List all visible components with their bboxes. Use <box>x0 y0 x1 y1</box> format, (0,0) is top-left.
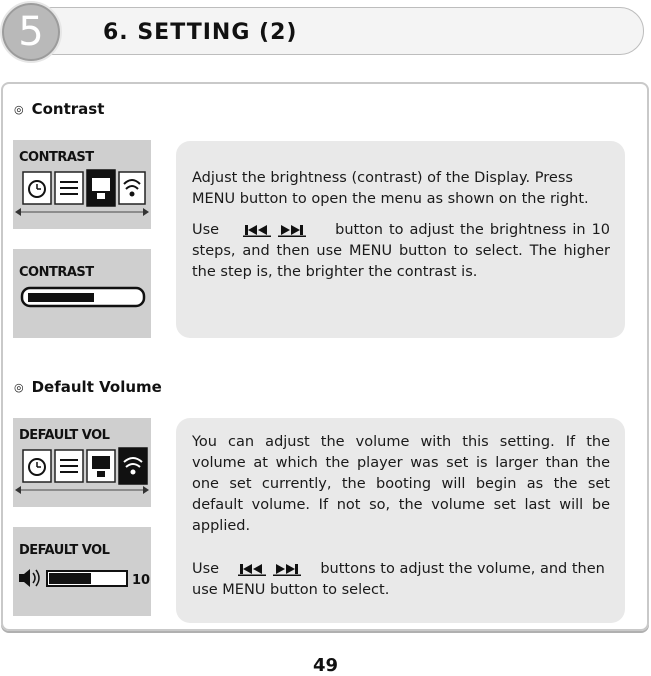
prev-next-buttons-icon <box>231 223 321 237</box>
use-label: Use <box>192 561 220 577</box>
contrast-heading-text: Contrast <box>31 100 105 118</box>
contrast-menu-screen <box>13 140 151 229</box>
volume-level-row <box>13 567 151 591</box>
default-volume-menu-screen <box>13 418 151 507</box>
display-icon <box>87 450 115 482</box>
alarm-clock-icon <box>23 450 51 482</box>
contrast-description-box <box>176 141 625 338</box>
section-heading-contrast <box>14 100 104 118</box>
settings-list-icon <box>55 172 83 204</box>
previous-track-icon <box>238 564 266 576</box>
use-label: Use <box>192 222 220 238</box>
next-track-icon <box>273 564 301 576</box>
volume-paragraph-1: You can adjust the volume with this setting. If the volume at which the player was set is larger than the one set currently, the booting will begin as the set default volume. If not so, the volume set last will be applied. <box>192 434 610 534</box>
lcd-title: CONTRAST <box>19 150 94 165</box>
display-icon-selected <box>87 170 115 206</box>
menu-icons-row <box>13 164 151 224</box>
contrast-paragraph-1: Adjust the brightness (contrast) of the Display. Press MENU button to open the menu as shown on the right. <box>192 170 589 207</box>
next-track-icon <box>278 225 306 237</box>
volume-level-value: 10 <box>132 573 151 588</box>
bullet-icon: ◎ <box>14 380 24 394</box>
chapter-number-badge: 5 <box>0 1 62 63</box>
default-volume-level-screen <box>13 527 151 616</box>
page-title: 6. SETTING (2) <box>103 20 298 45</box>
contrast-level-bar <box>13 285 151 315</box>
volume-instructions: buttons to adjust the volume, and then use MENU button to select. <box>192 561 605 598</box>
bullet-icon: ◎ <box>14 102 24 116</box>
lcd-title: DEFAULT VOL <box>19 543 110 558</box>
lcd-title: DEFAULT VOL <box>19 428 110 443</box>
lcd-title: CONTRAST <box>19 265 94 280</box>
volume-heading-text: Default Volume <box>31 378 162 396</box>
signal-icon-selected <box>119 448 147 484</box>
section-heading-default-volume <box>14 378 162 396</box>
prev-next-buttons-icon <box>226 562 316 576</box>
volume-level-fill <box>49 573 91 584</box>
contrast-instructions: button to adjust the brightness in 10 steps, and then use MENU button to select. The higher the step is, the brighter the contrast is. <box>192 222 611 280</box>
contrast-level-fill <box>28 293 94 302</box>
contrast-paragraph-2 <box>192 220 610 283</box>
page-number: 49 <box>312 655 339 676</box>
settings-list-icon <box>55 450 83 482</box>
contrast-level-screen <box>13 249 151 338</box>
speaker-icon <box>19 569 39 587</box>
alarm-clock-icon <box>23 172 51 204</box>
default-volume-description-box <box>176 418 625 623</box>
menu-icons-row <box>13 442 151 502</box>
signal-icon <box>119 172 145 204</box>
previous-track-icon <box>243 225 271 237</box>
volume-paragraph-2 <box>192 559 610 601</box>
